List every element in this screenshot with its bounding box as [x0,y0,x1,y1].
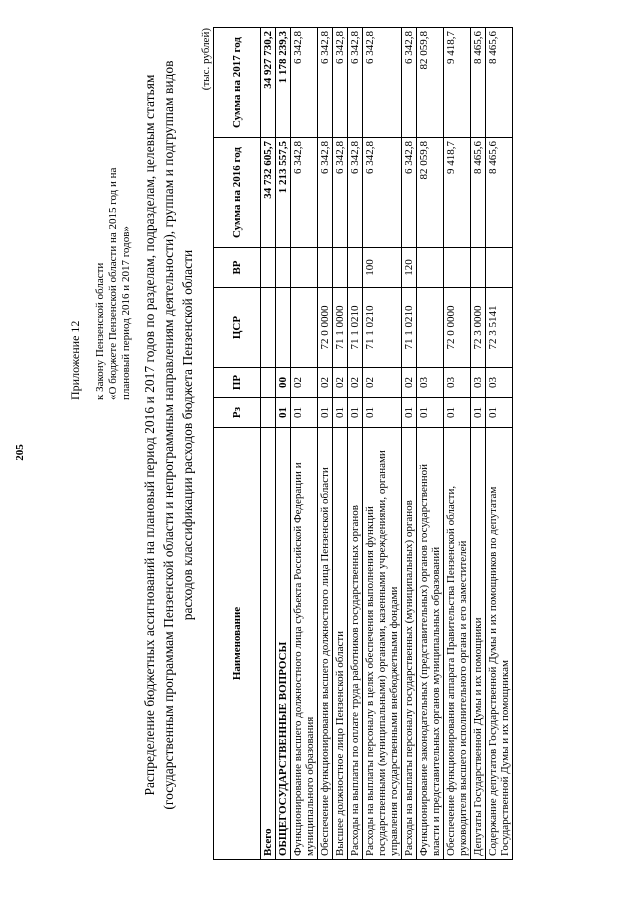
cell-name: Функционирование высшего должностного лица субъекта Российской Федерации и муниципального образования [291,428,318,860]
cell-rz: 01 [318,398,333,428]
cell-csr: 71 1 0210 [402,288,417,368]
cell-csr: 72 3 5141 [486,288,513,368]
cell-csr [417,288,444,368]
cell-pr: 03 [444,368,471,398]
cell-sum-2016: 1 213 557,5 [276,138,291,248]
header-rz: Рз [214,398,261,428]
page-number: 205 [14,444,26,461]
cell-vr: 120 [402,248,417,288]
cell-csr [291,288,318,368]
appendix-label: Приложение 12 [68,320,82,400]
cell-name: Обеспечение функционирования высшего должностного лица Пензенской области [318,428,333,860]
cell-vr [486,248,513,288]
cell-rz: 01 [486,398,513,428]
cell-vr [417,248,444,288]
cell-sum-2016: 6 342,8 [348,138,363,248]
cell-pr: 03 [486,368,513,398]
cell-name: Содержание депутатов Государственной Думы и их помощников по депутатам Государственной Думы и их помощникам [486,428,513,860]
table-row [276,28,291,860]
cell-sum-2017: 6 342,8 [348,28,363,138]
cell-vr [348,248,363,288]
cell-pr: 02 [333,368,348,398]
cell-pr: 02 [291,368,318,398]
cell-pr: 00 [276,368,291,398]
table-row [333,28,348,860]
header-pr: ПР [214,368,261,398]
cell-csr: 72 0 0000 [318,288,333,368]
cell-vr [261,248,276,288]
table-row [402,28,417,860]
table-row [444,28,471,860]
cell-sum-2016: 8 465,6 [486,138,513,248]
cell-rz: 01 [471,398,486,428]
cell-name: Высшее должностное лицо Пензенской области [333,428,348,860]
cell-rz: 01 [291,398,318,428]
cell-csr: 72 0 0000 [444,288,471,368]
law-line: плановый период 2016 и 2017 годов» [120,226,132,400]
table-row [348,28,363,860]
cell-rz: 01 [417,398,444,428]
cell-vr [276,248,291,288]
header-sum-2017: Сумма на 2017 год [214,28,261,138]
header-vr: ВР [214,248,261,288]
cell-sum-2016: 6 342,8 [318,138,333,248]
budget-table [213,27,513,860]
header-name: Наименование [214,428,261,860]
cell-pr: 02 [402,368,417,398]
table-row [417,28,444,860]
cell-sum-2017: 1 178 239,3 [276,28,291,138]
cell-sum-2016: 6 342,8 [291,138,318,248]
cell-vr [471,248,486,288]
cell-sum-2016: 6 342,8 [402,138,417,248]
cell-sum-2016: 8 465,6 [471,138,486,248]
cell-sum-2016: 34 732 605,7 [261,138,276,248]
cell-rz: 01 [276,398,291,428]
cell-name: Всего [261,428,276,860]
table-row [363,28,402,860]
cell-pr: 02 [363,368,402,398]
cell-csr: 71 1 0210 [363,288,402,368]
cell-pr: 02 [348,368,363,398]
cell-sum-2017: 6 342,8 [363,28,402,138]
cell-name: Расходы на выплаты по оплате труда работников государственных органов [348,428,363,860]
header-sum-2016: Сумма на 2016 год [214,138,261,248]
cell-name: Функционирование законодательных (представительных) органов государственной власти и представительных органов муниципальных образований [417,428,444,860]
cell-csr [261,288,276,368]
cell-csr: 72 3 0000 [471,288,486,368]
cell-pr: 03 [417,368,444,398]
cell-name: Депутаты Государственной Думы и их помощники [471,428,486,860]
cell-name: Расходы на выплаты персоналу в целях обеспечения выполнения функций государственными (муниципальными) органами, казенными учреждениями, органами управления государственными внебюджетными фондами [363,428,402,860]
cell-name: Обеспечение функционирования аппарата Правительства Пензенской области, руководителя высшего исполнительного органа и его заместителей [444,428,471,860]
law-line: «О бюджете Пензенской области на 2015 год и на [107,167,119,400]
cell-csr: 71 1 0000 [333,288,348,368]
cell-vr [333,248,348,288]
table-row [471,28,486,860]
cell-vr [318,248,333,288]
cell-sum-2017: 6 342,8 [402,28,417,138]
table-row [261,28,276,860]
cell-rz: 01 [444,398,471,428]
table-row [291,28,318,860]
cell-sum-2016: 6 342,8 [333,138,348,248]
cell-pr [261,368,276,398]
appendix-law-reference [94,40,133,400]
cell-csr [276,288,291,368]
cell-csr: 71 1 0210 [348,288,363,368]
cell-sum-2017: 6 342,8 [318,28,333,138]
cell-rz: 01 [348,398,363,428]
cell-vr: 100 [363,248,402,288]
cell-rz [261,398,276,428]
law-line: к Закону Пензенской области [94,262,106,400]
table-header-row [214,28,261,860]
cell-sum-2017: 82 059,8 [417,28,444,138]
cell-sum-2017: 8 465,6 [486,28,513,138]
cell-sum-2016: 82 059,8 [417,138,444,248]
cell-sum-2017: 9 418,7 [444,28,471,138]
cell-sum-2017: 6 342,8 [333,28,348,138]
units-label: (тыс. рублей) [200,28,212,91]
header-csr: ЦСР [214,288,261,368]
cell-sum-2017: 8 465,6 [471,28,486,138]
cell-rz: 01 [363,398,402,428]
cell-sum-2016: 6 342,8 [363,138,402,248]
cell-rz: 01 [333,398,348,428]
cell-name: ОБЩЕГОСУДАРСТВЕННЫЕ ВОПРОСЫ [276,428,291,860]
cell-pr: 03 [471,368,486,398]
cell-rz: 01 [402,398,417,428]
table-body [261,28,513,860]
cell-sum-2016: 9 418,7 [444,138,471,248]
cell-sum-2017: 34 927 730,2 [261,28,276,138]
table-row [486,28,513,860]
cell-pr: 02 [318,368,333,398]
appendix-block [68,40,133,400]
document-title: Распределение бюджетных ассигнований на плановый период 2016 и 2017 годов по разделам, подразделам, целевым статьям (государственным программам Пензенской области и непрограммным направлениям деятельности), группам и подгруппам видов расходов классификации расходов бюджета Пензенской области [142,60,195,810]
cell-vr [291,248,318,288]
cell-vr [444,248,471,288]
cell-sum-2017: 6 342,8 [291,28,318,138]
cell-name: Расходы на выплаты персоналу государственных (муниципальных) органов [402,428,417,860]
table-row [318,28,333,860]
